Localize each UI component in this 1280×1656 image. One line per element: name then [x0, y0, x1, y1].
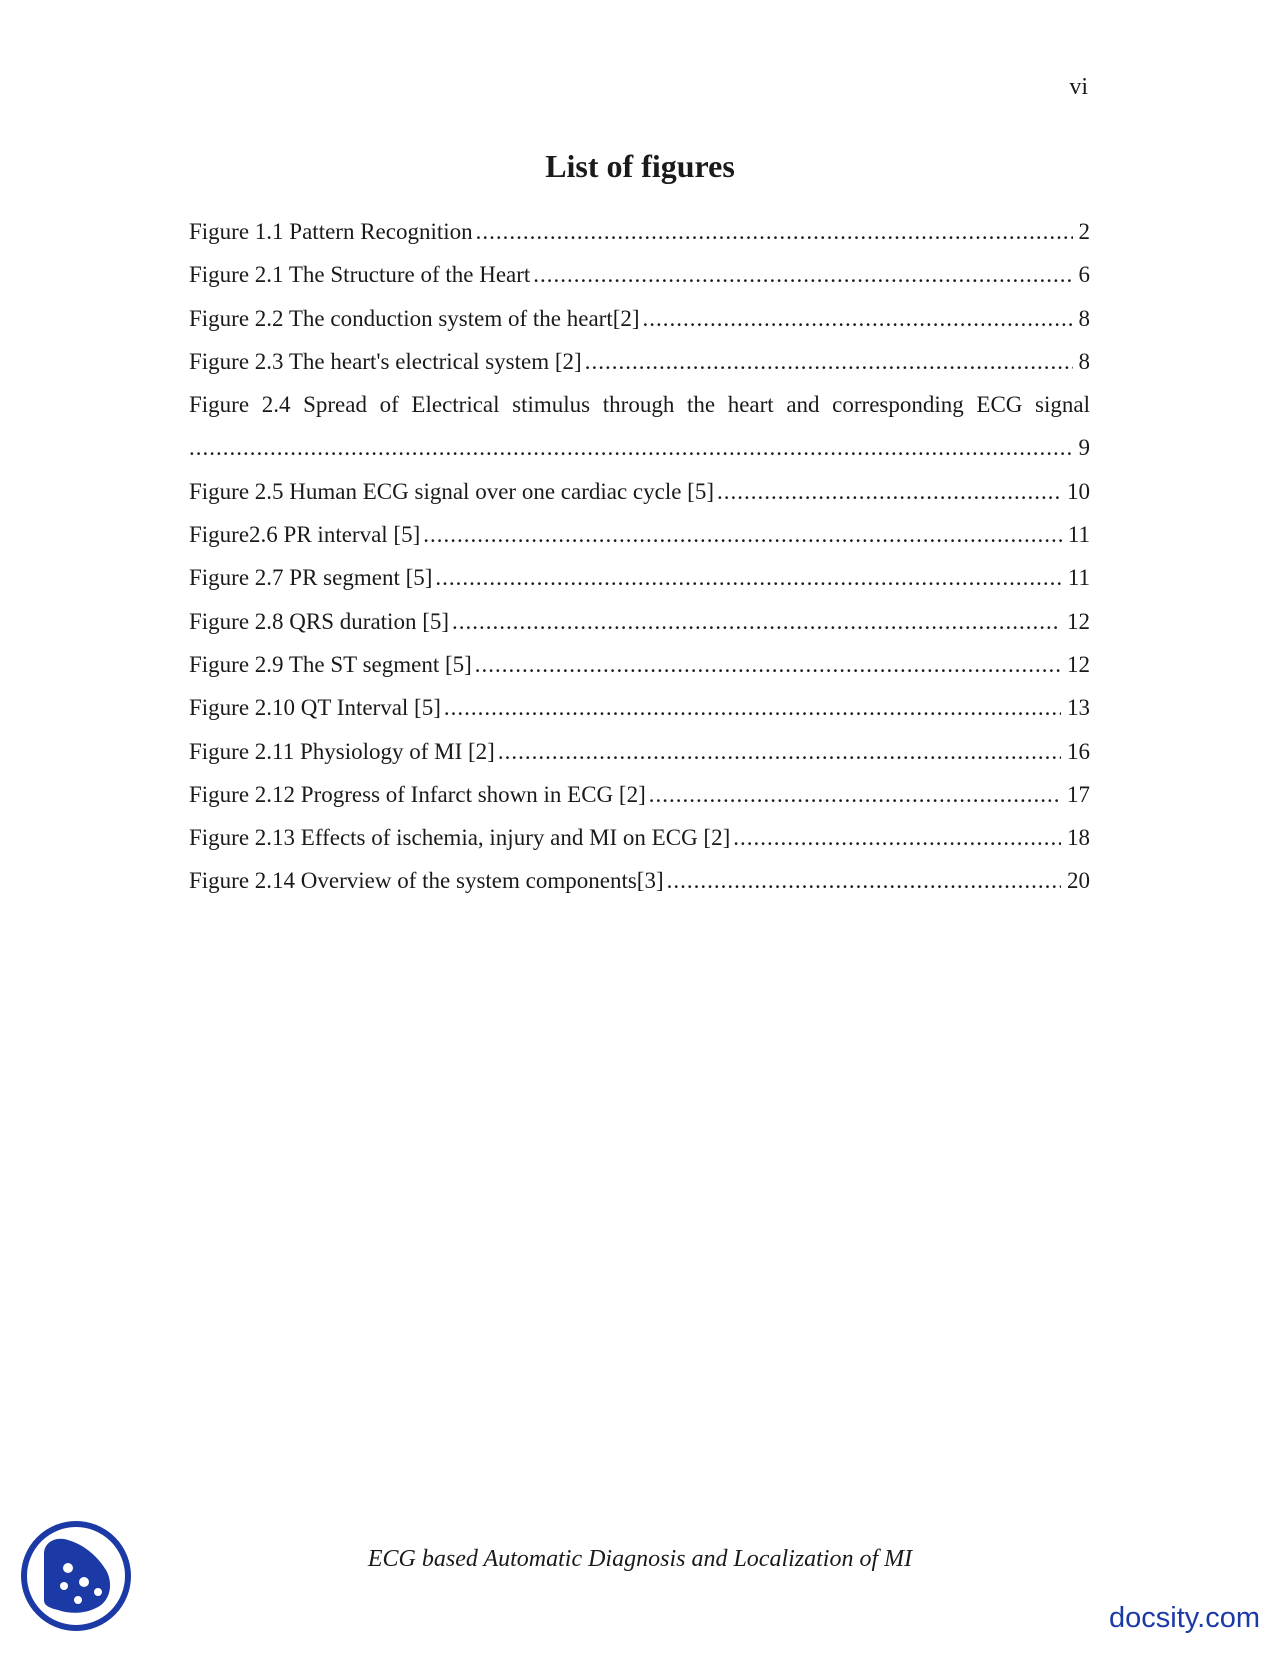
toc-entry[interactable] [189, 816, 1090, 859]
toc-entry-label: Figure 1.1 Pattern Recognition [189, 219, 473, 244]
toc-entry[interactable] [189, 297, 1090, 340]
toc-entry-label: Figure 2.1 The Structure of the Heart [189, 262, 531, 288]
brand-wordmark[interactable]: docsity.com [1109, 1602, 1260, 1634]
toc-leader-dots [423, 513, 1062, 556]
toc-entry[interactable] [189, 773, 1090, 816]
toc-leader-dots [444, 686, 1061, 729]
toc-entry[interactable] [189, 470, 1090, 513]
docsity-logo-icon[interactable] [20, 1520, 132, 1632]
toc-entry-page: 2 [1078, 219, 1090, 244]
toc-entry-label: Figure 2.7 PR segment [5] [189, 565, 433, 591]
toc-entry-label: Figure 2.3 The heart's electrical system [2] [189, 348, 582, 374]
toc-leader-dots [717, 470, 1061, 513]
toc-entry-page: 20 [1067, 868, 1090, 894]
toc-leader-dots [189, 426, 1073, 469]
toc-entry[interactable] [189, 383, 1090, 470]
toc-entry[interactable] [189, 513, 1090, 556]
toc-entry-page: 8 [1078, 348, 1090, 374]
toc-entry-page: 18 [1067, 825, 1090, 851]
toc-leader-dots [475, 643, 1061, 686]
page-title: List of figures [545, 148, 735, 184]
toc-entry-label: Figure2.6 PR interval [5] [189, 522, 421, 548]
toc-entry[interactable] [189, 730, 1090, 773]
toc-entry[interactable] [189, 340, 1090, 383]
toc-leader-dots [476, 210, 1073, 253]
toc-entry[interactable] [189, 600, 1090, 643]
toc-leader-dots [435, 556, 1061, 599]
toc-entry-page: 8 [1078, 305, 1090, 331]
toc-entry-page: 17 [1067, 781, 1090, 807]
toc-leader-dots [498, 730, 1061, 773]
toc-entry-label: Figure 2.11 Physiology of MI [2] [189, 738, 495, 764]
toc-entry-page: 11 [1067, 565, 1090, 591]
toc-entry-page: 10 [1067, 478, 1090, 504]
toc-entry-page: 13 [1067, 695, 1090, 721]
toc-entry-page: 11 [1067, 522, 1090, 548]
toc-entry[interactable] [189, 859, 1090, 902]
toc-entry[interactable] [189, 643, 1090, 686]
running-footer: ECG based Automatic Diagnosis and Localization of MI [367, 1546, 913, 1572]
toc-entry-label: Figure 2.9 The ST segment [5] [189, 651, 472, 677]
toc-entry-label: Figure 2.12 Progress of Infarct shown in ECG [2] [189, 781, 646, 807]
toc-entry-page: 16 [1067, 738, 1090, 764]
toc-entry[interactable] [189, 253, 1090, 296]
figure-list [189, 210, 1090, 903]
toc-entry-page: 12 [1067, 608, 1090, 634]
toc-leader-dots [733, 816, 1061, 859]
toc-entry-label: Figure 2.10 QT Interval [5] [189, 695, 441, 721]
toc-entry-page: 9 [1078, 435, 1090, 461]
toc-entry-label: Figure 2.2 The conduction system of the heart[2] [189, 305, 640, 331]
toc-entry-label: Figure 2.4 Spread of Electrical stimulus through the heart and corresponding ECG signal [189, 392, 1090, 418]
toc-leader-dots [585, 340, 1073, 383]
toc-entry-label: Figure 2.8 QRS duration [5] [189, 608, 450, 634]
toc-entry-label: Figure 2.14 Overview of the system components[3] [189, 868, 664, 894]
toc-entry[interactable] [189, 686, 1090, 729]
toc-leader-dots [452, 600, 1061, 643]
toc-entry-label: Figure 2.5 Human ECG signal over one cardiac cycle [5] [189, 478, 714, 504]
toc-entry-page: 6 [1078, 262, 1090, 288]
toc-leader-dots [667, 859, 1061, 902]
toc-entry-label: Figure 2.13 Effects of ischemia, injury and MI on ECG [2] [189, 825, 731, 851]
toc-entry-page: 12 [1067, 651, 1090, 677]
toc-entry[interactable] [189, 210, 1090, 253]
page-number: vi [1069, 74, 1088, 100]
toc-leader-dots [533, 253, 1072, 296]
toc-leader-dots [649, 773, 1061, 816]
toc-leader-dots [643, 297, 1073, 340]
toc-entry[interactable] [189, 556, 1090, 599]
